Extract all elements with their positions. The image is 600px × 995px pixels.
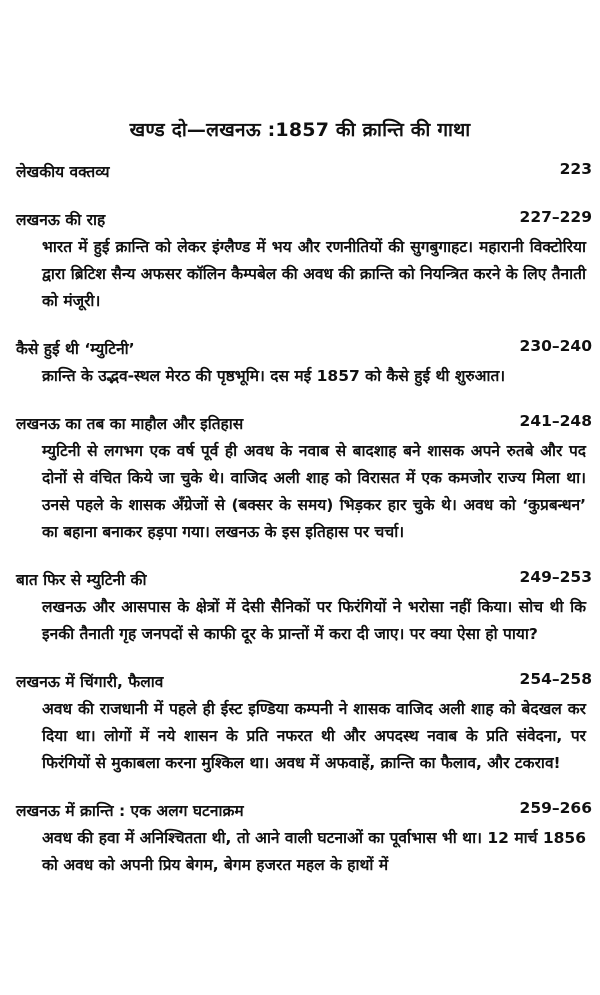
contents-entry-header (0, 208, 600, 234)
contents-entry-header (0, 337, 600, 363)
contents-list (0, 160, 600, 901)
contents-entry-title: लखनऊ में क्रान्ति : एक अलग घटनाक्रम (16, 802, 244, 820)
contents-entry-summary: म्युटिनी से लगभग एक वर्ष पूर्व ही अवध के नवाब से बादशाह बने शासक अपने रुतबे और पद दोनों से वंचित किये जा चुके थे। वाजिद अली शाह को विरासत में एक कमजोर राज्य मिला था। उनसे पहले के शासक अँग्रेजों से (बक्सर के समय) भिड़कर हार चुके थे। अवध को ‘कुप्रबन्धन’ का बहाना बनाकर हड़पा गया। लखनऊ के इस इतिहास पर चर्चा। (42, 442, 586, 541)
contents-entry-summary: लखनऊ और आसपास के क्षेत्रों में देसी सैनिकों पर फिरंगियों ने भरोसा नहीं किया। सोच थी कि इनकी तैनाती गृह जनपदों से काफी दूर के प्रान्तों में करा दी जाए। पर क्या ऐसा हो पाया? (42, 598, 586, 643)
contents-entry-header (0, 670, 600, 696)
contents-entry-header (0, 412, 600, 438)
contents-entry (0, 208, 600, 315)
contents-entry-pages: 230–240 (519, 337, 592, 355)
section-title: खण्ड दो—लखनऊ :1857 की क्रान्ति की गाथा (129, 119, 471, 141)
contents-entry-summary: भारत में हुई क्रान्ति को लेकर इंग्लैण्ड में भय और रणनीतियों की सुगबुगाहट। महारानी विक्टोरिया द्वारा ब्रिटिश सैन्य अफसर कॉलिन कैम्पबेल की अवध की क्रान्ति को नियन्त्रित करने के लिए तैनाती को मंजूरी। (42, 238, 586, 310)
contents-entry (0, 160, 600, 186)
contents-entry-summary: अवध की हवा में अनिश्चितता थी, तो आने वाली घटनाओं का पूर्वाभास भी था। 12 मार्च 1856 को अवध को अपनी प्रिय बेगम, बेगम हजरत महल के हाथों में (42, 829, 586, 874)
contents-entry-pages: 241–248 (519, 412, 592, 430)
contents-entry-title: लेखकीय वक्तव्य (16, 163, 110, 181)
contents-entry (0, 337, 600, 390)
contents-entry-pages: 227–229 (519, 208, 592, 226)
contents-entry-pages: 254–258 (519, 670, 592, 688)
contents-entry (0, 799, 600, 879)
contents-entry-summary: क्रान्ति के उद्भव-स्थल मेरठ की पृष्ठभूमि। दस मई 1857 को कैसे हुई थी शुरुआत। (42, 367, 506, 385)
contents-entry-pages: 259–266 (519, 799, 592, 817)
contents-entry (0, 412, 600, 546)
contents-entry-title: लखनऊ की राह (16, 211, 106, 229)
contents-entry-title: लखनऊ का तब का माहौल और इतिहास (16, 415, 244, 433)
contents-entry-title: लखनऊ में चिंगारी, फैलाव (16, 673, 164, 691)
contents-entry (0, 670, 600, 777)
contents-entry-pages: 223 (559, 160, 592, 178)
contents-entry (0, 568, 600, 648)
contents-entry-title: कैसे हुई थी ‘म्युटिनी’ (16, 340, 135, 358)
contents-entry-summary: अवध की राजधानी में पहले ही ईस्ट इण्डिया कम्पनी ने शासक वाजिद अली शाह को बेदखल कर दिया था। लोगों में नये शासन के प्रति नफरत थी और अपदस्थ नवाब के प्रति संवेदना, पर फिरंगियों से मुकाबला करना मुश्किल था। अवध में अफवाहें, क्रान्ति का फैलाव, और टकराव! (42, 700, 586, 772)
contents-entry-header (0, 160, 600, 186)
contents-entry-title: बात फिर से म्युटिनी की (16, 571, 147, 589)
contents-entry-header (0, 568, 600, 594)
contents-entry-pages: 249–253 (519, 568, 592, 586)
contents-entry-header (0, 799, 600, 825)
